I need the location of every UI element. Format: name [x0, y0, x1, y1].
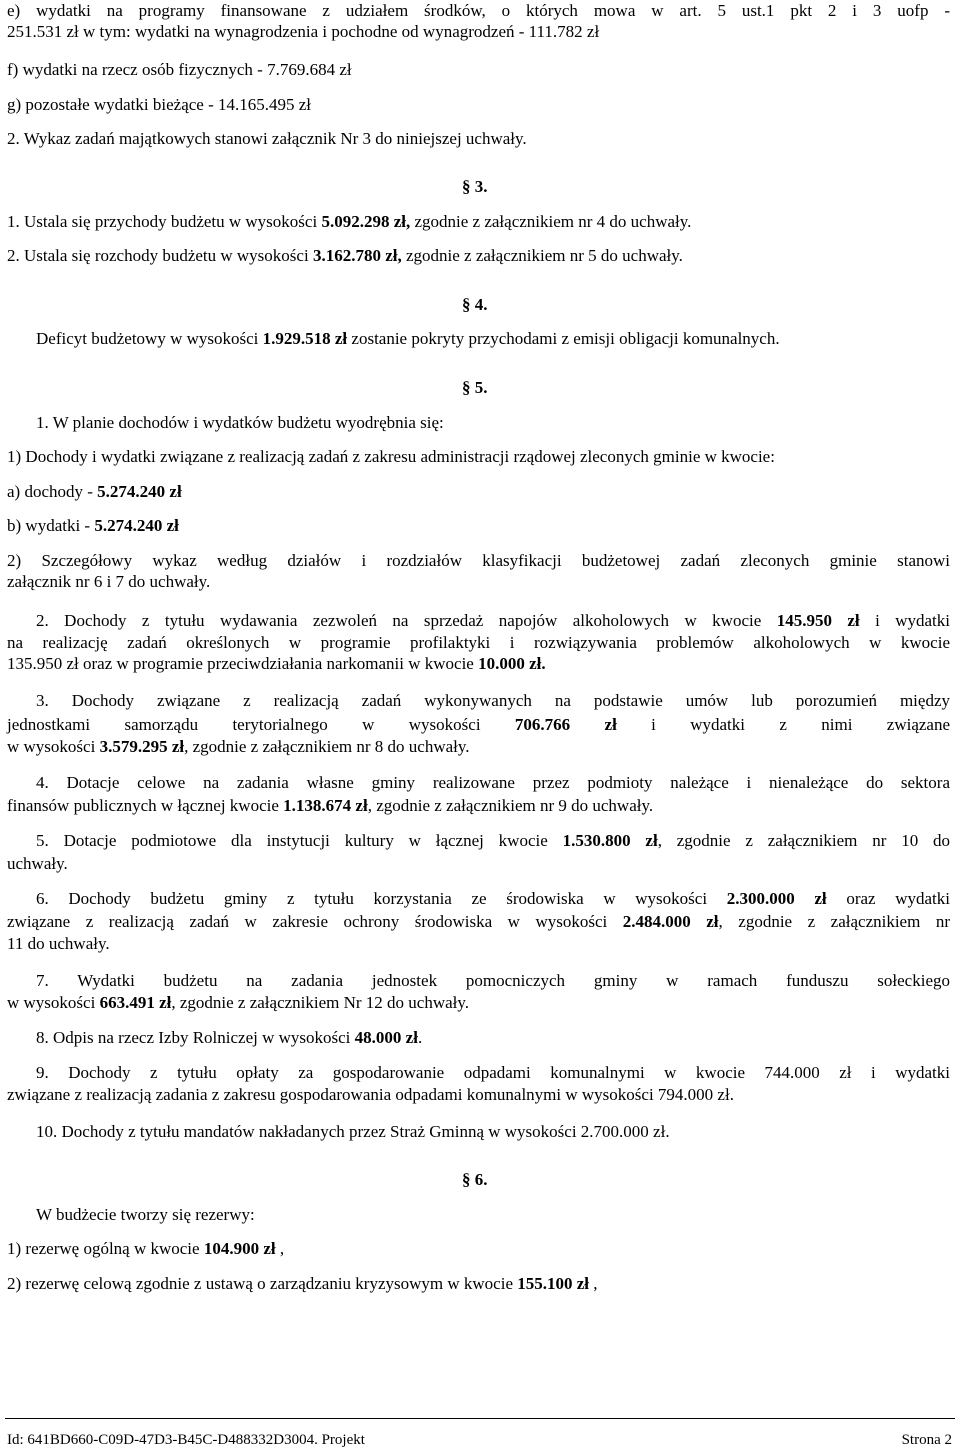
footer-rule	[5, 1418, 955, 1419]
item-e-line-2: 251.531 zł w tym: wydatki na wynagrodzenia i pochodne od wynagrodzeń - 111.782 zł	[7, 22, 600, 41]
s5-n2-line-1: 2. Dochody z tytułu wydawania zezwoleń na sprzedaż napojów alkoholowych w kwocie 145.950 zł i wydatki	[36, 611, 950, 630]
s5-p2-line-2: załącznik nr 6 i 7 do uchwały.	[7, 572, 211, 591]
item-2-wykaz: 2. Wykaz zadań majątkowych stanowi załącznik Nr 3 do niniejszej uchwały.	[7, 129, 527, 148]
section-sign-icon: §	[462, 378, 471, 397]
s5-n5-line-1: 5. Dotacje podmiotowe dla instytucji kultury w łącznej kwocie 1.530.800 zł, zgodnie z załącznikiem nr 10 do	[36, 831, 951, 850]
s5-n6-line-3: 11 do uchwały.	[7, 934, 110, 953]
s5-n7-line-1: 7. Wydatki budżetu na zadania jednostek pomocniczych gminy w ramach funduszu sołeckiego	[36, 971, 950, 990]
footer-id: Id: 641BD660-C09D-47D3-B45C-D488332D3004. Projekt	[7, 1432, 365, 1448]
s5-n2-line-2: na realizację zadań określonych w programie profilaktyki i rozwiązywania problemów alkoholowych w kwocie	[7, 633, 950, 652]
section-sign-icon: §	[462, 1170, 471, 1189]
s5-n2-line-3: 135.950 zł oraz w programie przeciwdziałania narkomanii w kwocie 10.000 zł.	[7, 654, 546, 673]
s5-b: b) wydatki - 5.274.240 zł	[7, 516, 179, 535]
s5-n6-line-1: 6. Dochody budżetu gminy z tytułu korzystania ze środowiska w wysokości 2.300.000 zł oraz wydatki	[36, 889, 950, 908]
s5-a: a) dochody - 5.274.240 zł	[7, 482, 182, 501]
s5-n9-line-1: 9. Dochody z tytułu opłaty za gospodarowanie odpadami komunalnymi w kwocie 744.000 zł i wydatki	[36, 1063, 950, 1082]
s3-item-2: 2. Ustala się rozchody budżetu w wysokości 3.162.780 zł, zgodnie z załącznikiem nr 5 do uchwały.	[7, 246, 683, 265]
s5-p2-line-1: 2) Szczegółowy wykaz według działów i rozdziałów klasyfikacji budżetowej zadań zleconych gminie stanowi	[7, 551, 950, 570]
section-6-heading: § 6.	[462, 1170, 488, 1189]
s5-n6-line-2: związane z realizacją zadań w zakresie ochrony środowiska w wysokości 2.484.000 zł, zgodnie z załącznikiem nr	[7, 912, 950, 931]
s5-n5-line-2: uchwały.	[7, 854, 68, 873]
item-f: f) wydatki na rzecz osób fizycznych - 7.769.684 zł	[7, 60, 352, 79]
section-sign-icon: §	[462, 295, 471, 314]
s3-item-1: 1. Ustala się przychody budżetu w wysokości 5.092.298 zł, zgodnie z załącznikiem nr 4 do uchwały.	[7, 212, 692, 231]
s5-n4-line-2: finansów publicznych w łącznej kwocie 1.138.674 zł, zgodnie z załącznikiem nr 9 do uchwały.	[7, 796, 654, 815]
s5-n8: 8. Odpis na rzecz Izby Rolniczej w wysokości 48.000 zł.	[36, 1028, 423, 1047]
s5-n3-line-3: w wysokości 3.579.295 zł, zgodnie z załącznikiem nr 8 do uchwały.	[7, 737, 470, 756]
s6-r1: 1) rezerwę ogólną w kwocie 104.900 zł ,	[7, 1239, 285, 1258]
section-sign-icon: §	[462, 177, 471, 196]
item-e-line-1: e) wydatki na programy finansowane z udziałem środków, o których mowa w art. 5 ust.1 pkt 2 i 3 uofp -	[7, 1, 950, 20]
section-5-heading: § 5.	[462, 378, 488, 397]
s5-intro: 1. W planie dochodów i wydatków budżetu wyodrębnia się:	[36, 413, 444, 432]
s5-n3-line-2: jednostkami samorządu terytorialnego w wysokości 706.766 zł i wydatki z nimi związane	[7, 715, 950, 734]
item-g: g) pozostałe wydatki bieżące - 14.165.495 zł	[7, 95, 312, 114]
s5-n9-line-2: związane z realizacją zadania z zakresu gospodarowania odpadami komunalnymi w wysokości 794.000 zł.	[7, 1085, 734, 1104]
section-4-heading: § 4.	[462, 295, 488, 314]
s5-n4-line-1: 4. Dotacje celowe na zadania własne gminy realizowane przez podmioty należące i nienależące do sektora	[36, 773, 950, 792]
section-3-heading: § 3.	[462, 177, 488, 196]
s5-p1: 1) Dochody i wydatki związane z realizacją zadań z zakresu administracji rządowej zleconych gminie w kwocie:	[7, 447, 775, 466]
s5-n3-line-1: 3. Dochody związane z realizacją zadań wykonywanych na podstawie umów lub porozumień między	[36, 691, 950, 710]
s6-r2: 2) rezerwę celową zgodnie z ustawą o zarządzaniu kryzysowym w kwocie 155.100 zł ,	[7, 1274, 598, 1293]
s4-deficit: Deficyt budżetowy w wysokości 1.929.518 zł zostanie pokryty przychodami z emisji obligacji komunalnych.	[36, 329, 780, 348]
s5-n10: 10. Dochody z tytułu mandatów nakładanych przez Straż Gminną w wysokości 2.700.000 zł.	[36, 1122, 670, 1141]
s6-intro: W budżecie tworzy się rezerwy:	[36, 1205, 255, 1224]
s5-n7-line-2: w wysokości 663.491 zł, zgodnie z załącznikiem Nr 12 do uchwały.	[7, 993, 470, 1012]
footer-page: Strona 2	[901, 1432, 952, 1448]
